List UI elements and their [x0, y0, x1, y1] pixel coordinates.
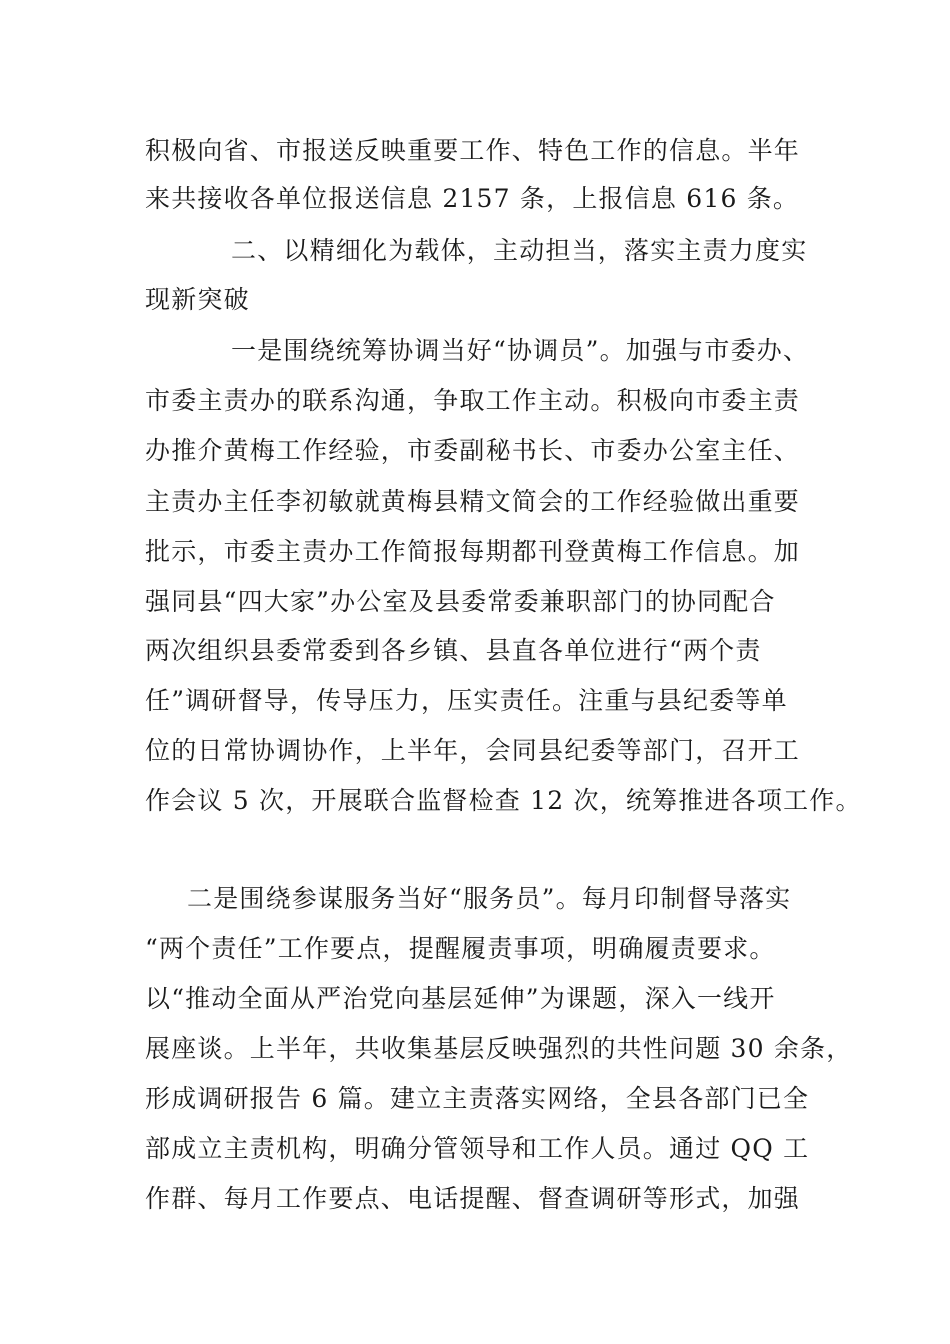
paragraph-line: 一是围绕统筹协调当好“协调员”。加强与市委办、 [231, 336, 810, 365]
paragraph-line: 二是围绕参谋服务当好“服务员”。每月印制督导落实 [187, 884, 792, 913]
paragraph-line: 任”调研督导，传导压力，压实责任。注重与县纪委等单 [145, 686, 788, 715]
section-heading: 二、以精细化为载体，主动担当，落实主责力度实 [231, 236, 808, 265]
paragraph-line: 作群、每月工作要点、电话提醒、督查调研等形式，加强 [145, 1184, 801, 1213]
paragraph-line: 部成立主责机构，明确分管领导和工作人员。通过 QQ 工 [145, 1134, 810, 1163]
paragraph-line: 积极向省、市报送反映重要工作、特色工作的信息。半年 [145, 136, 801, 165]
paragraph-line: 形成调研报告 6 篇。建立主责落实网络，全县各部门已全 [145, 1084, 810, 1113]
paragraph-line: 展座谈。上半年，共收集基层反映强烈的共性问题 30 余条， [145, 1034, 853, 1063]
paragraph-line: “两个责任”工作要点，提醒履责事项，明确履责要求。 [145, 934, 776, 963]
paragraph-line: 以“推动全面从严治党向基层延伸”为课题，深入一线开 [145, 984, 776, 1013]
paragraph-line: 强同县“四大家”办公室及县委常委兼职部门的协同配合 [145, 587, 776, 616]
paragraph-line: 两次组织县委常委到各乡镇、县直各单位进行“两个责 [145, 636, 762, 665]
section-heading: 现新突破 [145, 285, 250, 314]
paragraph-line: 来共接收各单位报送信息 2157 条，上报信息 616 条。 [145, 184, 800, 213]
paragraph-line: 市委主责办的联系沟通，争取工作主动。积极向市委主责 [145, 386, 801, 415]
paragraph-line: 位的日常协调协作，上半年，会同县纪委等部门，召开工 [145, 736, 801, 765]
paragraph-line: 作会议 5 次，开展联合监督检查 12 次，统筹推进各项工作。 [145, 786, 862, 815]
paragraph-line: 办推介黄梅工作经验，市委副秘书长、市委办公室主任、 [145, 436, 801, 465]
paragraph-line: 主责办主任李初敏就黄梅县精文简会的工作经验做出重要 [145, 487, 801, 516]
paragraph-line: 批示，市委主责办工作简报每期都刊登黄梅工作信息。加 [145, 537, 801, 566]
